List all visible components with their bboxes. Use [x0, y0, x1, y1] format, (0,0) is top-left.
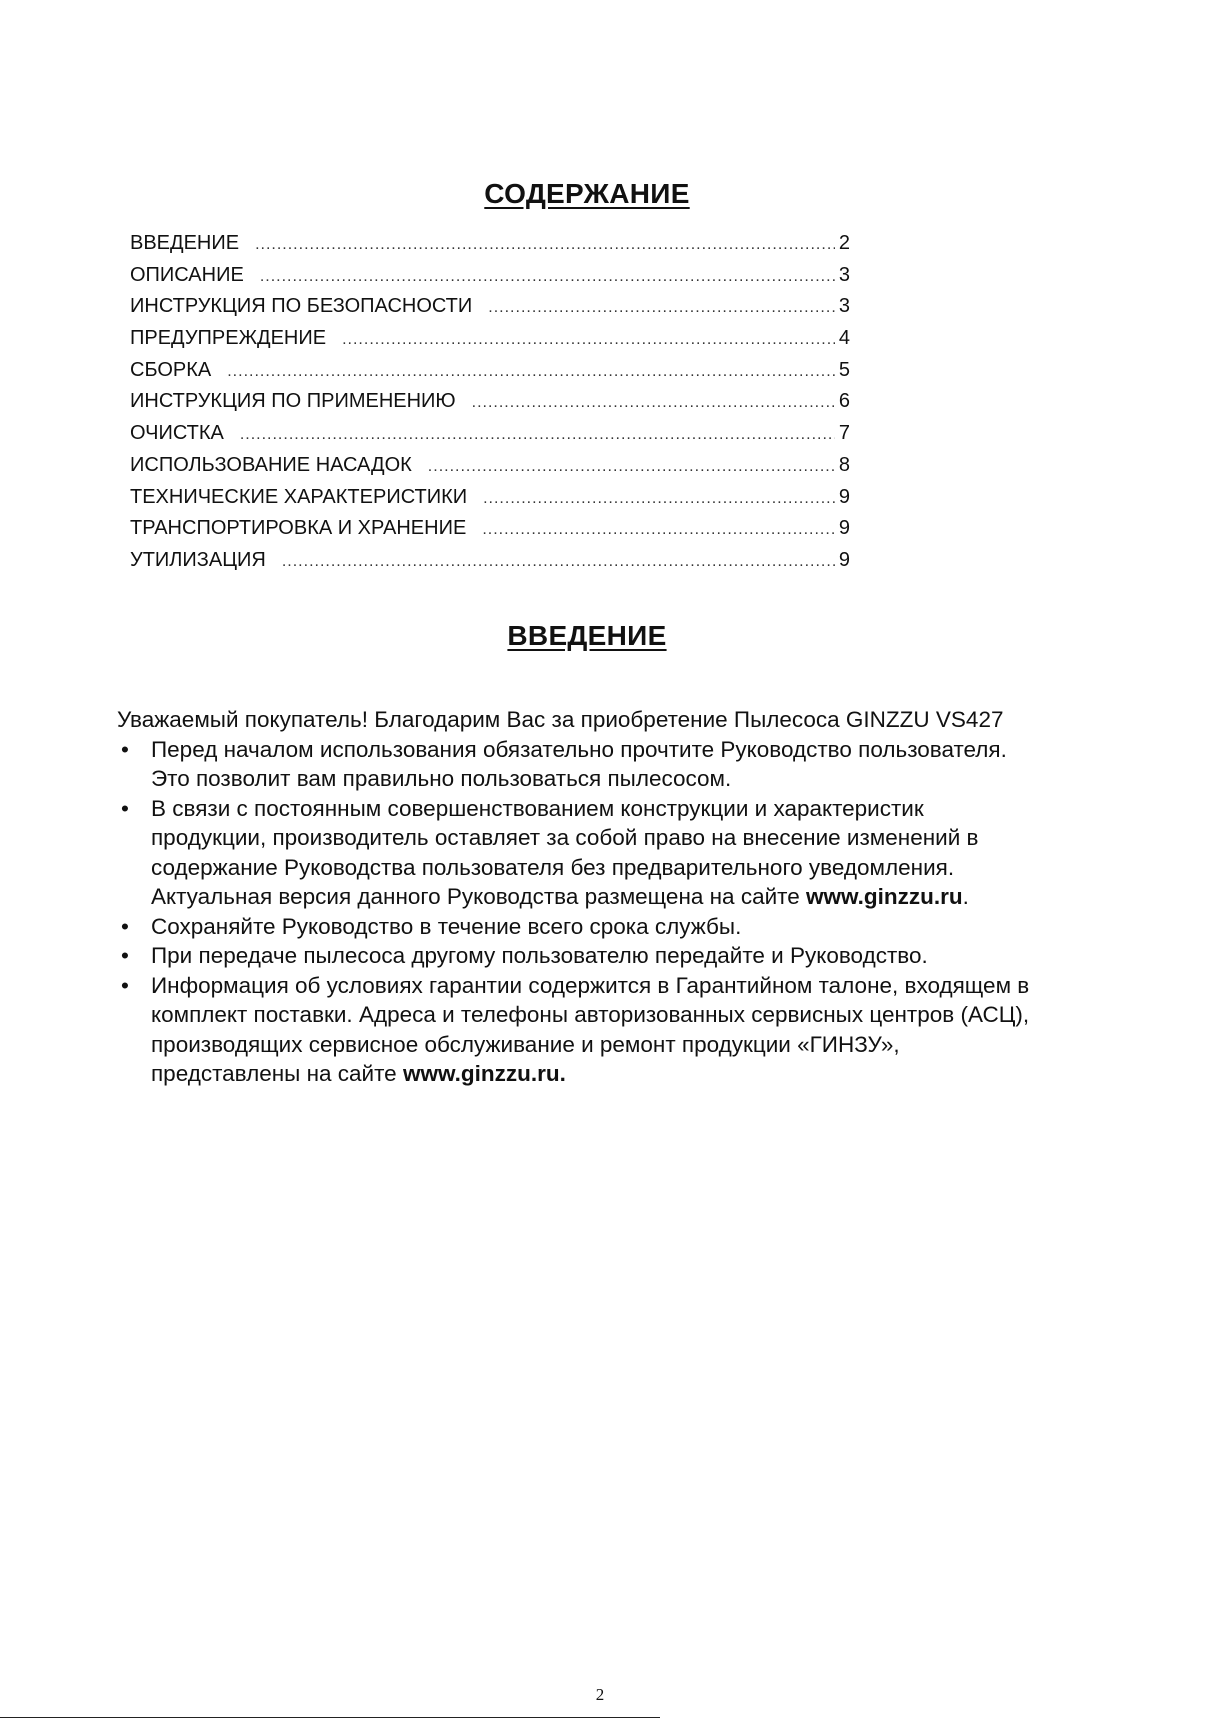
intro-bullet-read-manual: [117, 735, 1117, 794]
toc-entry-page: 7: [838, 422, 850, 445]
page-number: 2: [595, 1685, 605, 1704]
website-link[interactable]: www.ginzzu.ru.: [402, 1061, 566, 1086]
toc-entry-label: ТРАНСПОРТИРОВКА И ХРАНЕНИЕ: [130, 517, 467, 540]
website-link[interactable]: www.ginzzu.ru: [805, 884, 963, 909]
intro-bullet-changes: [117, 794, 1117, 912]
toc-dot-leader: [255, 229, 835, 261]
toc-entry[interactable]: [130, 386, 850, 418]
intro-bullet-transfer: [117, 941, 1117, 971]
toc-entry-page: 6: [838, 390, 850, 413]
toc-entry-page: 5: [838, 358, 850, 381]
bullet-mark: •: [121, 972, 129, 998]
intro-bullet-warranty: [117, 971, 1117, 1089]
toc-entry[interactable]: [130, 291, 850, 323]
toc-dot-leader: [227, 356, 835, 388]
bullet-text-line: Информация об условиях гарантии содержится в Гарантийном талоне, входящем в: [151, 972, 1030, 998]
toc-entry-page: 4: [838, 327, 850, 350]
toc-dot-leader: [428, 451, 835, 483]
bullet-text-end: .: [962, 884, 969, 909]
toc-title: СОДЕРЖАНИЕ: [484, 178, 690, 209]
bullet-text-line: При передаче пылесоса другому пользователю передайте и Руководство.: [151, 943, 928, 968]
toc-entry-label: СБОРКА: [130, 358, 212, 381]
bullet-text-line: комплект поставки. Адреса и телефоны авторизованных сервисных центров (АСЦ),: [151, 1002, 1030, 1027]
toc-entry[interactable]: [130, 450, 850, 482]
toc-dot-leader: [282, 546, 835, 578]
footer-divider: [0, 1717, 660, 1718]
toc-dot-leader: [240, 419, 835, 451]
bullet-text-line: содержание Руководства пользователя без предварительного уведомления.: [151, 854, 955, 880]
toc-entry-label: ИНСТРУКЦИЯ ПО ПРИМЕНЕНИЮ: [130, 390, 456, 413]
bullet-mark: •: [121, 795, 129, 821]
toc-dot-leader: [488, 292, 835, 324]
toc-entry[interactable]: [130, 228, 850, 260]
intro-title: ВВЕДЕНИЕ: [507, 620, 667, 651]
intro-lead: Уважаемый покупатель! Благодарим Вас за приобретение Пылесоса GINZZU VS427: [117, 707, 1004, 732]
toc-entry-label: ИНСТРУКЦИЯ ПО БЕЗОПАСНОСТИ: [130, 295, 473, 318]
toc-entry-page: 9: [838, 517, 850, 540]
toc-entry[interactable]: [130, 482, 850, 514]
bullet-text-line: Актуальная версия данного Руководства размещена на сайте: [151, 884, 806, 909]
bullet-text-line: продукции, производитель оставляет за собой право на внесение изменений в: [151, 825, 979, 850]
bullet-mark: •: [121, 913, 129, 939]
bullet-text-line: В связи с постоянным совершенствованием конструкции и характеристик: [151, 795, 924, 821]
toc-dot-leader: [260, 261, 835, 293]
toc-entry-label: ВВЕДЕНИЕ: [130, 232, 240, 254]
toc-entry-page: 9: [838, 485, 850, 508]
toc-entry[interactable]: [130, 260, 850, 292]
bullet-mark: •: [121, 736, 129, 762]
toc-dot-leader: [342, 324, 835, 356]
toc-entry-label: ОЧИСТКА: [130, 422, 224, 445]
bullet-text-line: Сохраняйте Руководство в течение всего срока службы.: [151, 913, 742, 939]
intro-section: [117, 705, 1117, 1089]
bullet-text-line: представлены на сайте: [151, 1061, 403, 1086]
toc-entry-page: 2: [838, 232, 850, 254]
toc-entry-label: ОПИСАНИЕ: [130, 263, 244, 286]
intro-bullet-keep-manual: [117, 912, 1117, 942]
toc-entry-page: 9: [838, 548, 850, 571]
toc-entry[interactable]: [130, 545, 850, 577]
intro-bullet-list: [117, 735, 1117, 1089]
bullet-text-line: Перед началом использования обязательно прочтите Руководство пользователя.: [151, 736, 1007, 762]
toc-entry[interactable]: [130, 323, 850, 355]
toc-entry-page: 3: [838, 263, 850, 286]
toc-entry-label: ИСПОЛЬЗОВАНИЕ НАСАДОК: [130, 453, 412, 476]
toc-entry-page: 8: [838, 453, 850, 476]
toc-entry-label: ПРЕДУПРЕЖДЕНИЕ: [130, 327, 327, 350]
toc-entry[interactable]: [130, 355, 850, 387]
bullet-text-line: производящих сервисное обслуживание и ремонт продукции «ГИНЗУ»,: [151, 1031, 900, 1057]
bullet-mark: •: [121, 943, 129, 968]
toc-dot-leader: [472, 387, 835, 419]
toc-dot-leader: [482, 514, 835, 546]
toc-entry-label: УТИЛИЗАЦИЯ: [130, 548, 266, 571]
bullet-text-line: Это позволит вам правильно пользоваться пылесосом.: [151, 766, 732, 791]
table-of-contents: [130, 228, 850, 577]
toc-dot-leader: [483, 483, 835, 515]
toc-entry[interactable]: [130, 418, 850, 450]
toc-entry-label: ТЕХНИЧЕСКИЕ ХАРАКТЕРИСТИКИ: [130, 485, 468, 508]
toc-entry[interactable]: [130, 513, 850, 545]
toc-entry-page: 3: [838, 295, 850, 318]
